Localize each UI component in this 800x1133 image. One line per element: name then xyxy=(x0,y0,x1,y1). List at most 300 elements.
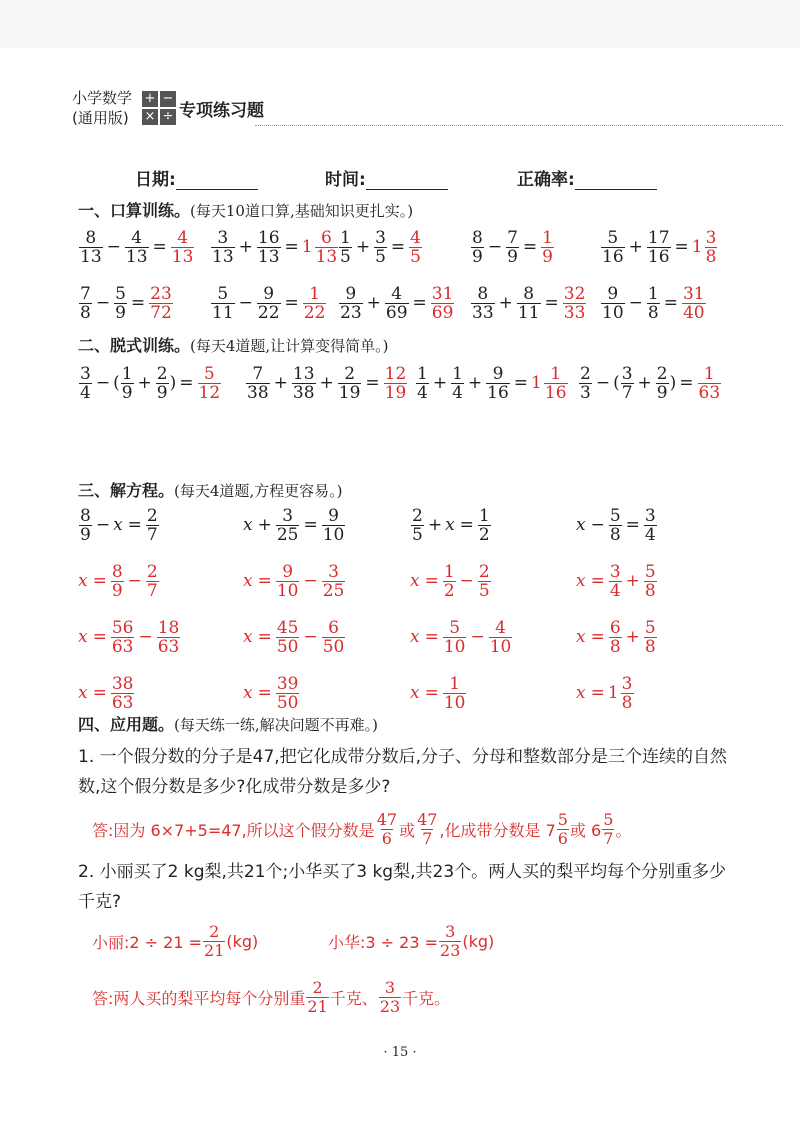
denominator: 23 xyxy=(379,996,401,1016)
numerator: 5 xyxy=(449,617,461,638)
result-fraction xyxy=(443,675,467,712)
fraction xyxy=(338,365,362,402)
accuracy-field[interactable] xyxy=(517,165,657,190)
denominator: 25 xyxy=(276,524,299,545)
numerator: 6 xyxy=(328,617,339,638)
answer-text: 答:两人买的梨平均每个分别重 xyxy=(92,988,306,1008)
operator: = xyxy=(674,237,689,257)
result-fraction xyxy=(276,675,300,712)
denominator: 5 xyxy=(412,524,423,545)
numerator: 8 xyxy=(111,561,123,582)
denominator: 4 xyxy=(644,524,656,545)
fraction xyxy=(609,507,622,544)
numerator: 31 xyxy=(682,283,705,304)
operator: − xyxy=(106,237,121,257)
operator: − xyxy=(95,373,111,393)
numerator: 2 xyxy=(312,977,323,997)
equation-step2 xyxy=(243,612,346,662)
answer-fraction xyxy=(198,365,222,402)
operator: − xyxy=(590,515,605,535)
operator: + xyxy=(625,571,640,591)
denominator: 19 xyxy=(338,382,361,403)
denominator: 5 xyxy=(478,580,490,601)
numerator: 2 xyxy=(146,505,158,526)
denominator: 22 xyxy=(257,302,280,323)
equation-step1-row xyxy=(0,556,800,606)
numerator: 31 xyxy=(431,283,454,304)
variable-x: x xyxy=(243,515,253,535)
equation-step1 xyxy=(78,556,160,606)
date-blank[interactable] xyxy=(176,171,258,190)
denominator: 16 xyxy=(602,246,624,267)
denominator: 8 xyxy=(644,580,656,601)
denominator: 10 xyxy=(602,302,624,323)
section-title: 二、脱式训练。 xyxy=(78,336,191,355)
time-field[interactable] xyxy=(325,165,448,190)
numerator: 3 xyxy=(621,363,633,384)
denominator: 9 xyxy=(115,302,126,323)
operator: = xyxy=(92,571,107,591)
operator: = xyxy=(663,293,678,313)
operator: = xyxy=(412,293,427,313)
denominator: 50 xyxy=(322,636,345,657)
answer-fraction xyxy=(705,229,718,266)
fraction xyxy=(471,285,495,322)
step-problem xyxy=(415,358,569,408)
numerator: 8 xyxy=(85,227,97,248)
numerator: 3 xyxy=(80,363,91,384)
result-fraction xyxy=(111,675,135,712)
section-note: (每天10道口算,基础知识更扎实。) xyxy=(190,202,414,220)
numerator: 8 xyxy=(80,505,91,526)
numerator: 7 xyxy=(507,227,518,248)
equation-step2-row xyxy=(0,612,800,662)
operator: + xyxy=(273,373,288,393)
time-label: 时间: xyxy=(325,170,366,190)
fraction-5-6 xyxy=(557,811,569,848)
fraction-5-7 xyxy=(602,811,614,848)
denominator: 7 xyxy=(422,828,433,848)
operator: + xyxy=(498,293,513,313)
variable-x: x xyxy=(576,571,586,591)
operator: = xyxy=(152,237,167,257)
operator: = xyxy=(365,373,380,393)
variable-x: x xyxy=(243,683,253,703)
time-blank[interactable] xyxy=(366,171,448,190)
equation-result xyxy=(410,668,467,718)
numerator: 9 xyxy=(492,363,504,384)
operator: = xyxy=(179,373,194,393)
fraction xyxy=(111,619,135,656)
answer-fraction xyxy=(541,229,554,266)
numerator: 2 xyxy=(478,561,490,582)
denominator: 7 xyxy=(621,382,633,403)
operator: = xyxy=(590,627,605,647)
fraction xyxy=(644,619,657,656)
numerator: 4 xyxy=(131,227,143,248)
section-title: 一、口算训练。 xyxy=(78,201,191,220)
denominator: 7 xyxy=(146,580,158,601)
fraction xyxy=(211,285,235,322)
numerator: 9 xyxy=(328,505,339,526)
operator: + xyxy=(427,515,443,535)
operator: = xyxy=(513,373,529,393)
fraction-3-23 xyxy=(439,923,461,960)
operator: − xyxy=(95,515,111,535)
equation-step2 xyxy=(576,612,658,662)
numerator: 1 xyxy=(309,283,321,304)
section-word-problems xyxy=(78,712,378,735)
numerator: 9 xyxy=(607,283,619,304)
denominator: 69 xyxy=(385,302,408,323)
numerator: 3 xyxy=(328,561,339,582)
denominator: 69 xyxy=(431,302,454,323)
operator: + xyxy=(625,627,640,647)
oral-problem xyxy=(210,222,339,272)
fraction xyxy=(478,563,491,600)
denominator: 16 xyxy=(487,382,509,403)
operator-logo xyxy=(142,91,176,125)
denominator: 10 xyxy=(443,692,466,713)
denominator: 63 xyxy=(111,636,134,657)
fraction xyxy=(385,285,409,322)
denominator: 22 xyxy=(303,302,326,323)
fraction xyxy=(111,563,124,600)
numerator: 9 xyxy=(263,283,275,304)
answer-fraction xyxy=(171,229,195,266)
denominator: 19 xyxy=(384,382,407,403)
step-problem xyxy=(578,358,722,408)
operator: − xyxy=(127,571,142,591)
equation-step2 xyxy=(410,612,513,662)
fraction xyxy=(292,365,316,402)
problem-2-xiaoli xyxy=(92,920,258,962)
problem-2-answer xyxy=(92,976,450,1018)
denominator: 9 xyxy=(121,382,133,403)
operator: − xyxy=(470,627,485,647)
numerator: 5 xyxy=(115,283,126,304)
result-integer: 1 xyxy=(607,683,619,703)
numerator: 8 xyxy=(477,283,489,304)
fraction xyxy=(157,619,181,656)
answer-end: 。 xyxy=(615,820,632,840)
denominator: 38 xyxy=(247,382,269,403)
denominator: 50 xyxy=(276,636,299,657)
numerator: 17 xyxy=(647,227,670,248)
oral-problem xyxy=(600,278,707,328)
step-problem xyxy=(78,358,222,408)
fraction xyxy=(125,229,149,266)
operator: + xyxy=(628,237,643,257)
answer-fraction xyxy=(149,285,173,322)
fraction xyxy=(478,507,491,544)
answer-fraction xyxy=(431,285,455,322)
oral-problem xyxy=(338,278,455,328)
denominator: 16 xyxy=(544,382,567,403)
numerator: 23 xyxy=(150,283,172,304)
equation-result xyxy=(576,668,635,718)
numerator: 4 xyxy=(391,283,403,304)
answer-text: 千克、 xyxy=(329,988,378,1008)
denominator: 8 xyxy=(644,636,656,657)
operator: − xyxy=(487,237,503,257)
equation-result xyxy=(243,668,300,718)
variable-x: x xyxy=(576,627,586,647)
numerator: 4 xyxy=(177,227,189,248)
answer-fraction xyxy=(698,365,722,402)
minus-icon: − xyxy=(160,91,176,107)
denominator: 13 xyxy=(80,246,102,267)
operator: + xyxy=(238,237,253,257)
top-band xyxy=(0,0,800,48)
accuracy-blank[interactable] xyxy=(575,171,657,190)
denominator: 6 xyxy=(381,828,392,848)
date-label: 日期: xyxy=(135,170,176,190)
fraction xyxy=(486,365,510,402)
fraction xyxy=(471,229,484,266)
numerator: 2 xyxy=(344,363,356,384)
variable-x: x xyxy=(410,571,420,591)
operator: = xyxy=(522,237,538,257)
problem-1-text: 1. 一个假分数的分子是47,把它化成带分数后,分子、分母和整数部分是三个连续的自然数,这个假分数是多少?化成带分数是多少? xyxy=(78,747,728,797)
operator: = xyxy=(544,293,559,313)
denominator: 13 xyxy=(315,246,338,267)
oral-problem xyxy=(600,222,718,272)
operator: = xyxy=(590,683,605,703)
numerator: 13 xyxy=(292,363,315,384)
numerator: 1 xyxy=(542,227,553,248)
times-icon: × xyxy=(142,109,158,125)
fraction xyxy=(156,365,169,402)
oral-problem xyxy=(78,278,174,328)
oral-row-2 xyxy=(0,278,800,328)
denominator: 38 xyxy=(292,382,315,403)
header-divider xyxy=(255,125,783,126)
fraction xyxy=(416,365,429,402)
numerator: 16 xyxy=(257,227,280,248)
denominator: 40 xyxy=(682,302,705,323)
numerator: 3 xyxy=(705,227,717,248)
denominator: 13 xyxy=(125,246,148,267)
fraction xyxy=(506,229,519,266)
operator: + xyxy=(467,373,483,393)
fraction xyxy=(322,507,346,544)
step-problem xyxy=(245,358,408,408)
equation-problem xyxy=(410,500,492,550)
problem-1-answer xyxy=(92,808,631,850)
denominator: 6 xyxy=(557,828,568,848)
numerator: 3 xyxy=(282,505,294,526)
denominator: 4 xyxy=(80,382,91,403)
paren-close: ) xyxy=(169,373,177,393)
operator: = xyxy=(590,571,605,591)
operator: = xyxy=(424,683,439,703)
fraction xyxy=(322,563,346,600)
fraction xyxy=(374,229,387,266)
fraction xyxy=(146,507,159,544)
numerator: 2 xyxy=(580,363,591,384)
operator: = xyxy=(127,515,142,535)
section-note: (每天4道题,方程更容易。) xyxy=(174,482,343,500)
answer-or: 或 xyxy=(399,820,416,840)
numerator: 38 xyxy=(111,673,134,694)
section-title: 三、解方程。 xyxy=(78,481,175,500)
fraction-2-21 xyxy=(203,923,225,960)
answer-fraction xyxy=(384,365,408,402)
numerator: 2 xyxy=(146,561,158,582)
answer-fraction xyxy=(682,285,706,322)
numerator: 5 xyxy=(609,505,621,526)
fraction-47-7 xyxy=(416,811,438,848)
denominator: 7 xyxy=(146,524,158,545)
numerator: 1 xyxy=(550,363,562,384)
variable-x: x xyxy=(576,683,586,703)
numerator: 2 xyxy=(412,505,423,526)
oral-problem xyxy=(338,222,423,272)
denominator: 10 xyxy=(489,636,512,657)
denominator: 21 xyxy=(204,940,225,960)
operator: = xyxy=(424,571,439,591)
denominator: 2 xyxy=(478,524,490,545)
denominator: 23 xyxy=(440,940,461,960)
equation-problems-row xyxy=(0,500,800,550)
numerator: 1 xyxy=(121,363,133,384)
denominator: 25 xyxy=(322,580,345,601)
denominator: 33 xyxy=(472,302,494,323)
answer-text: 答:因为 6×7+5=47,所以这个假分数是 xyxy=(92,820,375,840)
operator: − xyxy=(459,571,474,591)
numerator: 5 xyxy=(217,283,229,304)
brand-line2: (通用版) xyxy=(72,109,129,127)
denominator: 63 xyxy=(157,636,180,657)
numerator: 18 xyxy=(157,617,180,638)
numerator: 9 xyxy=(282,561,294,582)
denominator: 9 xyxy=(656,382,668,403)
numerator: 1 xyxy=(449,673,461,694)
denominator: 10 xyxy=(322,524,345,545)
answer-text: 小丽:2 ÷ 21 = xyxy=(92,932,203,952)
numerator: 3 xyxy=(384,977,396,997)
numerator: 32 xyxy=(563,283,586,304)
operator: = xyxy=(257,571,272,591)
operator: + xyxy=(137,373,152,393)
answer-fraction xyxy=(409,229,422,266)
operator: = xyxy=(459,515,474,535)
equation-problem xyxy=(576,500,658,550)
operator: + xyxy=(355,237,371,257)
variable-x: x xyxy=(243,571,253,591)
operator: = xyxy=(625,515,640,535)
equation-result-row xyxy=(0,668,800,718)
numerator: 45 xyxy=(276,617,299,638)
answer-text: 小华:3 ÷ 23 = xyxy=(328,932,439,952)
section-step xyxy=(78,333,389,356)
denominator: 9 xyxy=(111,580,123,601)
numerator: 56 xyxy=(111,617,134,638)
variable-x: x xyxy=(78,571,88,591)
numerator: 2 xyxy=(156,363,168,384)
operator: − xyxy=(595,373,611,393)
denominator: 5 xyxy=(340,246,351,267)
operator: + xyxy=(319,373,334,393)
numerator: 5 xyxy=(644,617,656,638)
fraction xyxy=(656,365,669,402)
denominator: 50 xyxy=(276,692,299,713)
numerator: 1 xyxy=(417,363,428,384)
denominator: 8 xyxy=(80,302,91,323)
paren-close: ) xyxy=(669,373,677,393)
fraction xyxy=(276,563,300,600)
fraction xyxy=(339,285,363,322)
operator: − xyxy=(95,293,111,313)
fraction xyxy=(79,507,92,544)
fraction xyxy=(257,229,281,266)
numerator: 6 xyxy=(609,617,621,638)
accuracy-label: 正确率: xyxy=(517,170,575,190)
numerator: 1 xyxy=(340,227,351,248)
denominator: 8 xyxy=(647,302,659,323)
operator: − xyxy=(238,293,253,313)
fraction xyxy=(146,563,159,600)
divide-icon: ÷ xyxy=(160,109,176,125)
operator: = xyxy=(92,683,107,703)
operator: + xyxy=(637,373,652,393)
fraction xyxy=(647,229,671,266)
answer-fraction xyxy=(563,285,587,322)
denominator: 4 xyxy=(452,382,463,403)
numerator: 7 xyxy=(252,363,264,384)
answer-fraction xyxy=(544,365,568,402)
fraction xyxy=(79,229,103,266)
numerator: 3 xyxy=(217,227,229,248)
fraction xyxy=(601,285,625,322)
operator: + xyxy=(366,293,381,313)
operator: = xyxy=(284,293,299,313)
fraction xyxy=(322,619,346,656)
denominator: 10 xyxy=(276,580,299,601)
fraction-2-21 xyxy=(306,979,328,1016)
fraction xyxy=(79,285,92,322)
answer-integer: 1 xyxy=(301,237,313,257)
fraction xyxy=(411,507,424,544)
numerator: 8 xyxy=(472,227,483,248)
denominator: 63 xyxy=(698,382,721,403)
brand-line1: 小学数学 xyxy=(72,89,133,107)
variable-x: x xyxy=(410,683,420,703)
operator: + xyxy=(432,373,448,393)
answer-fraction xyxy=(315,229,339,266)
denominator: 9 xyxy=(542,246,553,267)
numerator: 5 xyxy=(203,363,215,384)
denominator: 8 xyxy=(621,692,633,713)
answer-fraction xyxy=(303,285,327,322)
oral-problem xyxy=(78,222,195,272)
answer-integer: 1 xyxy=(531,373,542,393)
variable-x: x xyxy=(78,627,88,647)
paren-open: ( xyxy=(113,373,120,393)
fraction xyxy=(644,507,657,544)
numerator: 5 xyxy=(603,809,614,829)
operator: = xyxy=(390,237,406,257)
denominator: 9 xyxy=(80,524,91,545)
numerator: 3 xyxy=(621,673,633,694)
section-note: (每天练一练,解决问题不再难。) xyxy=(174,716,378,734)
denominator: 13 xyxy=(257,246,280,267)
step-row xyxy=(0,358,800,408)
answer-integer: 1 xyxy=(691,237,703,257)
header-title: 专项练习题 xyxy=(179,101,264,121)
date-field[interactable] xyxy=(135,165,258,190)
